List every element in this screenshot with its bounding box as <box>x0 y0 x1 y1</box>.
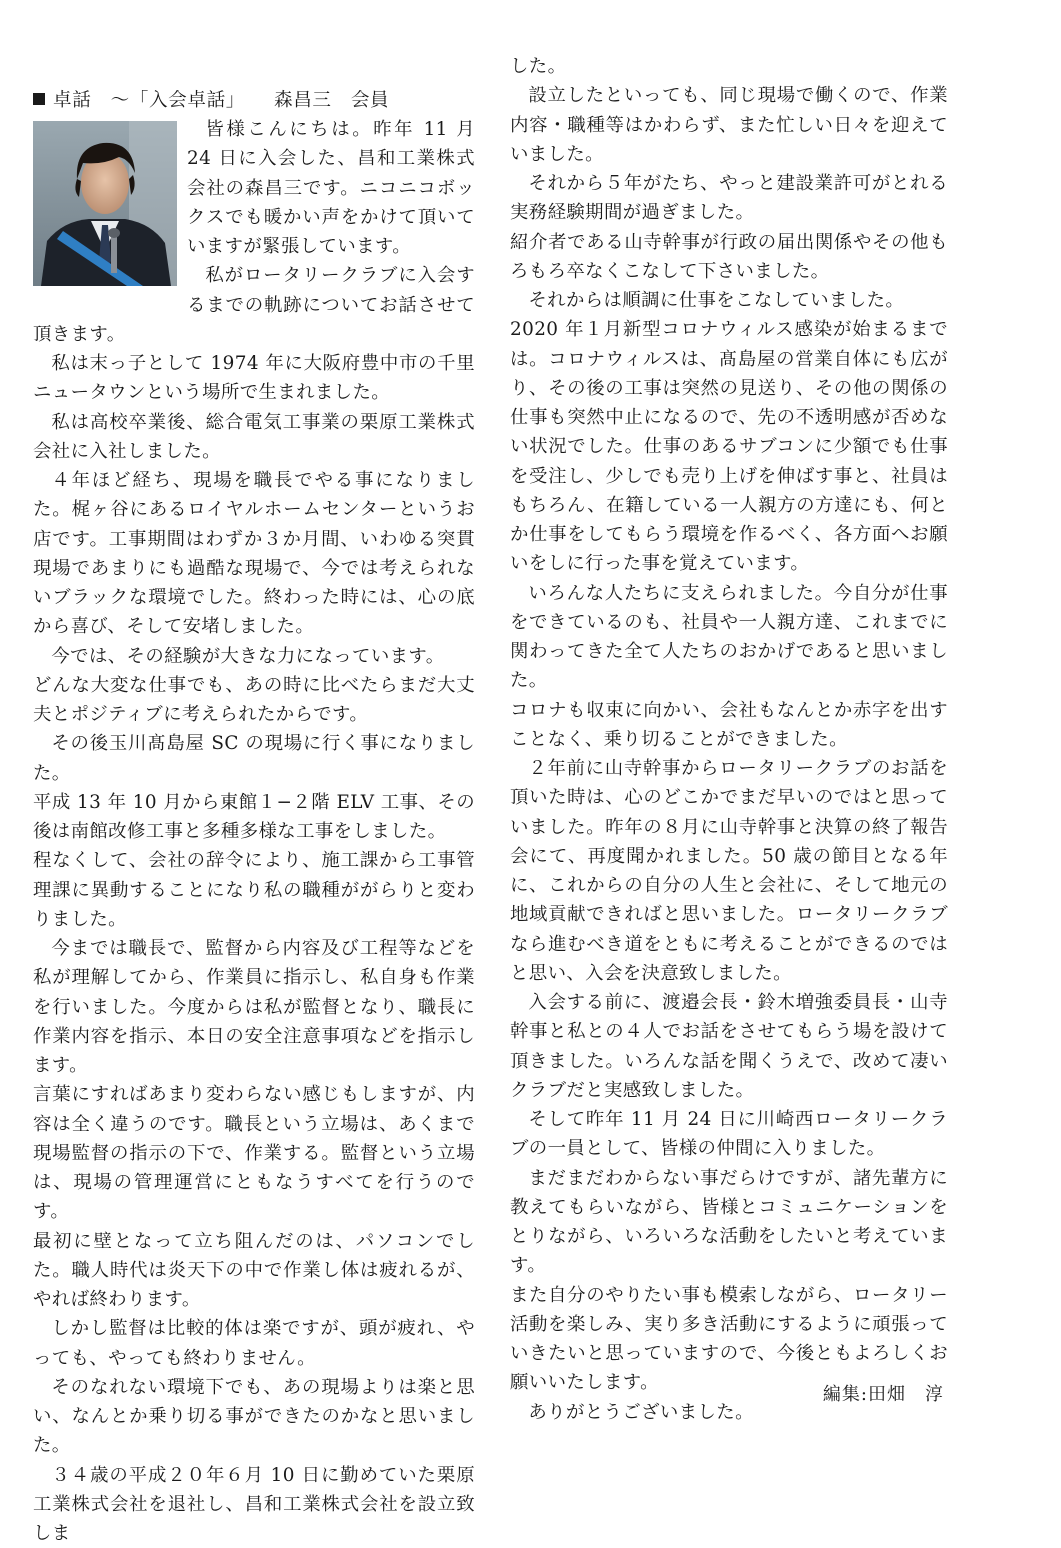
paragraph: 皆様こんにちは。昨年 11 月 24 日に入会した、昌和工業株式会社の森昌三です。ニコニコボックスでも暖かい声をかけて頂いていますが緊張しています。 <box>33 115 475 261</box>
left-paragraphs <box>33 115 475 1548</box>
paragraph: また自分のやりたい事も模索しながら、ロータリー活動を楽しみ、実り多き活動にするように頑張っていきたいと思っていますので、今後ともよろしくお願いいたします。 <box>510 1281 948 1398</box>
paragraph: 私は末っ子として 1974 年に大阪府豊中市の千里ニュータウンという場所で生まれました。 <box>33 349 475 408</box>
paragraph: 程なくして、会社の辞令により、施工課から工事管理課に異動することになり私の職種ががらりと変わりました。 <box>33 846 475 934</box>
editor-label: 編集 <box>823 1384 861 1405</box>
photo-float-spacer <box>33 115 187 293</box>
paragraph: 私は高校卒業後、総合電気工事業の栗原工業株式会社に入社しました。 <box>33 408 475 467</box>
right-paragraphs <box>510 52 948 1427</box>
bullet-square-icon <box>33 93 45 105</box>
paragraph: 2020 年１月新型コロナウィルス感染が始まるまでは。コロナウィルスは、髙島屋の営業自体にも広がり、その後の工事は突然の見送り、その他の関係の仕事も突然中止になるので、先の不透明感が否めない状況でした。仕事のあるサブコンに少額でも仕事を受注し、少しでも売り上げを伸ばす事と、社員はもちろん、在籍している一人親方の方達にも、何とか仕事をしてもらう環境を作るべく、各方面へお願いをしに行った事を覚えています。 <box>510 315 948 578</box>
paragraph: しかし監督は比較的体は楽ですが、頭が疲れ、やっても、やっても終わりません。 <box>33 1314 475 1373</box>
paragraph: どんな大変な仕事でも、あの時に比べたらまだ大丈夫とポジティブに考えられたからです。 <box>33 671 475 730</box>
talk-heading <box>33 86 389 112</box>
heading-label: 卓話 <box>53 90 91 111</box>
paragraph: まだまだわからない事だらけですが、諸先輩方に教えてもらいながら、皆様とコミュニケーションをとりながら、いろいろな活動をしたいと考えています。 <box>510 1164 948 1281</box>
paragraph: 設立したといっても、同じ現場で働くので、作業内容・職種等はかわらず、また忙しい日々を迎えていました。 <box>510 81 948 169</box>
paragraph: 今までは職長で、監督から内容及び工程等などを私が理解してから、作業員に指示し、私自身も作業を行いました。今度からは私が監督となり、職長に作業内容を指示、本日の安全注意事項などを指示します。 <box>33 934 475 1080</box>
paragraph: 平成 13 年 10 月から東館１−２階 ELV 工事、その後は南館改修工事と多種多様な工事をしました。 <box>33 788 475 847</box>
paragraph: 紹介者である山寺幹事が行政の届出関係やその他もろもろ卒なくこなして下さいました。 <box>510 228 948 287</box>
paragraph: ２年前に山寺幹事からロータリークラブのお話を頂いた時は、心のどこかでまだ早いのではと思っていました。昨年の８月に山寺幹事と決算の終了報告会にて、再度聞かれました。50 歳の節目となる年に、これからの自分の人生と会社に、そして地元の地域貢献できればと思いました。ロータリークラブなら進むべき道をともに考えることができるのではと思い、入会を決意致しました。 <box>510 754 948 988</box>
speaker-name: 森昌三 <box>274 90 332 111</box>
paragraph: いろんな人たちに支えられました。今自分が仕事をできているのも、社員や一人親方達、これまでに関わってきた全て人たちのおかげであると思いました。 <box>510 579 948 696</box>
editor-name: 田畑 淳 <box>868 1384 944 1405</box>
paragraph: それから５年がたち、やっと建設業許可がとれる実務経験期間が過ぎました。 <box>510 169 948 228</box>
paragraph: ありがとうございました。 <box>510 1398 948 1427</box>
speaker-role: 会員 <box>351 90 389 111</box>
paragraph: 今では、その経験が大きな力になっています。 <box>33 642 475 671</box>
paragraph: 入会する前に、渡邉会長・鈴木増強委員長・山寺幹事と私との４人でお話をさせてもらう場を設けて頂きました。いろんな話を聞くうえで、改めて凄いクラブだと実感致しました。 <box>510 988 948 1105</box>
paragraph: コロナも収束に向かい、会社もなんとか赤字を出すことなく、乗り切ることができました。 <box>510 696 948 755</box>
paragraph: そして昨年 11 月 24 日に川崎西ロータリークラブの一員として、皆様の仲間に入りました。 <box>510 1105 948 1164</box>
paragraph: その後玉川髙島屋 SC の現場に行く事になりました。 <box>33 729 475 788</box>
heading-title: ～「入会卓話」 <box>111 90 236 111</box>
left-column <box>33 115 475 1548</box>
paragraph: そのなれない環境下でも、あの現場よりは楽と思い、なんとか乗り切る事ができたのかなと思いました。 <box>33 1373 475 1461</box>
paragraph: ３４歳の平成２０年６月 10 日に勤めていた栗原工業株式会社を退社し、昌和工業株式会社を設立致しま <box>33 1461 475 1548</box>
paragraph: ４年ほど経ち、現場を職長でやる事になりました。梶ヶ谷にあるロイヤルホームセンターというお店です。工事期間はわずか３か月間、いわゆる突貫現場であまりにも過酷な現場で、今では考えられないブラックな環境でした。終わった時には、心の底から喜び、そして安堵しました。 <box>33 466 475 642</box>
paragraph: 最初に壁となって立ち阻んだのは、パソコンでした。職人時代は炎天下の中で作業し体は疲れるが、やれば終わります。 <box>33 1227 475 1315</box>
paragraph: した。 <box>510 52 948 81</box>
right-column <box>510 52 948 1427</box>
paragraph: それからは順調に仕事をこなしていました。 <box>510 286 948 315</box>
paragraph: 言葉にすればあまり変わらない感じもしますが、内容は全く違うのです。職長という立場は、あくまで現場監督の指示の下で、作業する。監督という立場は、現場の管理運営にともなうすべてを行うのです。 <box>33 1080 475 1226</box>
editor-credit: 編集:田畑 淳 <box>823 1380 944 1406</box>
paragraph: 私がロータリークラブに入会するまでの軌跡についてお話させて頂きます。 <box>33 261 475 349</box>
